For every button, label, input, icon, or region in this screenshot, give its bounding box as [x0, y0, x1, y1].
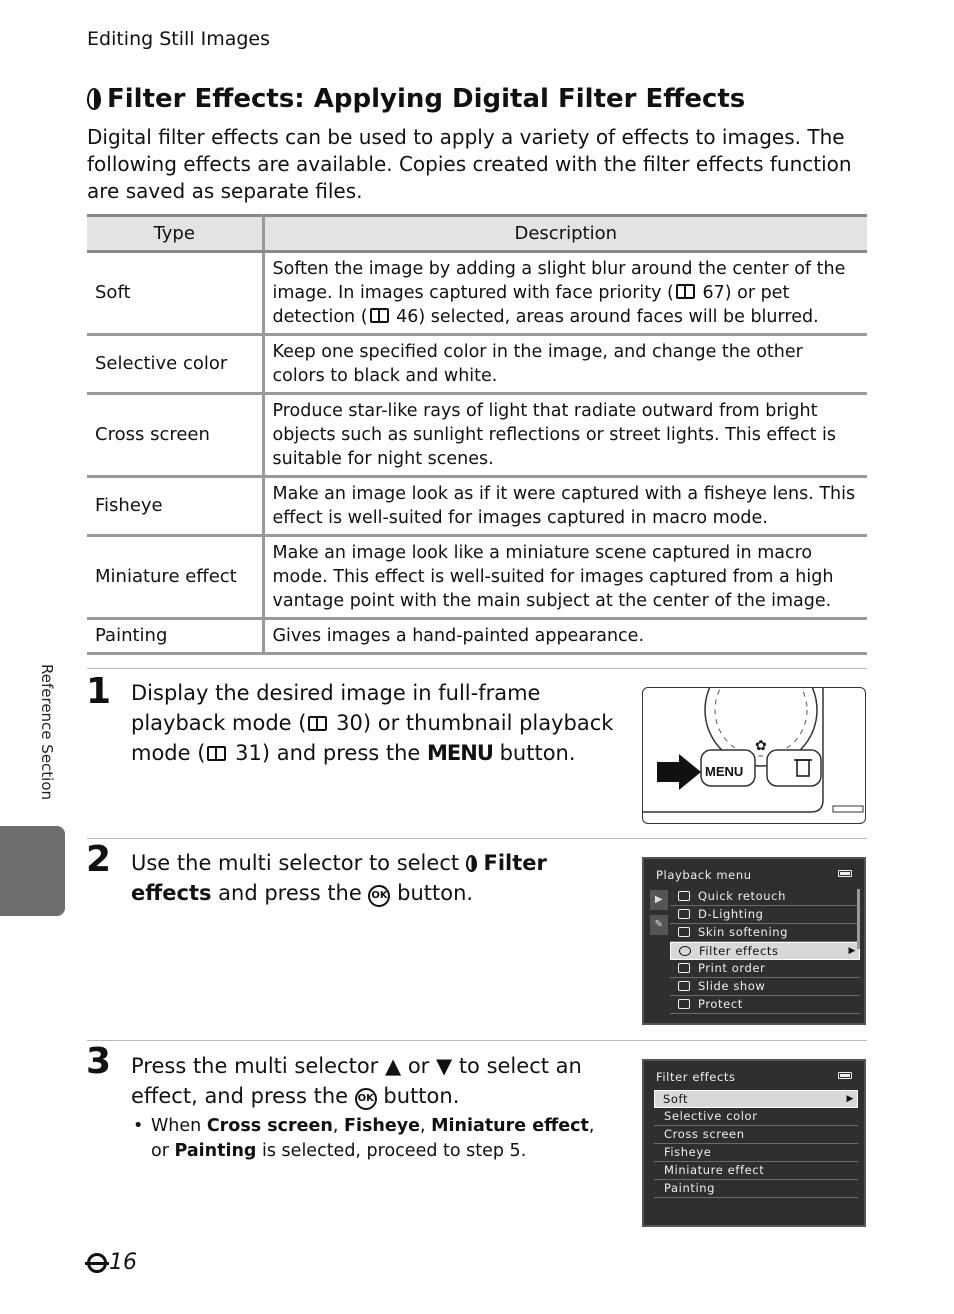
option-label: Selective color: [664, 1109, 758, 1123]
filter-effects-screen: [642, 1059, 866, 1227]
note-text: When: [151, 1116, 207, 1136]
step-number: 2: [86, 839, 112, 880]
menu-list: [670, 888, 860, 1014]
step-3-text: [131, 1051, 611, 1111]
step-text-part: to select an effect, and press the: [131, 1054, 582, 1108]
effect-option-cross-screen[interactable]: [654, 1126, 858, 1144]
down-arrow-icon: ▼: [435, 1054, 453, 1078]
step-divider: [87, 838, 867, 839]
playback-menu-screen: [642, 857, 866, 1025]
note-text: is selected, proceed to step 5.: [256, 1141, 527, 1161]
menu-item-protect[interactable]: [670, 996, 860, 1014]
filter-effects-icon: [87, 88, 101, 110]
step-text-part: and press the: [211, 881, 369, 905]
step-text-part: Use the multi selector to select: [131, 851, 466, 875]
menu-item-quick-retouch[interactable]: [670, 888, 860, 906]
menu-item-d-lighting[interactable]: [670, 906, 860, 924]
step-number: 3: [86, 1041, 112, 1082]
table-row: [87, 477, 867, 536]
print-order-icon: [678, 963, 690, 973]
table-cell-type: Painting: [87, 619, 263, 654]
page-ref-icon: [207, 746, 226, 761]
menu-item-label: Protect: [698, 997, 743, 1011]
menu-item-ref: Filter effects: [131, 851, 547, 905]
bullet-icon: •: [133, 1116, 144, 1136]
ok-button-icon: OK: [355, 1088, 377, 1110]
menu-button-icon: MENU: [427, 741, 493, 765]
menu-item-slide-show[interactable]: [670, 978, 860, 996]
protect-key-icon: [678, 999, 690, 1009]
effect-option-fisheye[interactable]: [654, 1144, 858, 1162]
menu-item-label: Quick retouch: [698, 889, 786, 903]
submenu-arrow-icon: ▶: [848, 946, 856, 956]
step-2-text: [131, 848, 621, 908]
ok-button-icon: OK: [368, 885, 390, 907]
camera-back-drawing: [643, 688, 866, 824]
table-cell-description: Produce star-like rays of light that radiate outward from bright objects such as sunlight reflections or street lights. This effect is suitable for night scenes.: [263, 394, 867, 477]
effect-option-miniature[interactable]: [654, 1162, 858, 1180]
step-text-part: or: [401, 1054, 436, 1078]
filter-effects-icon: [466, 855, 477, 872]
note-text: ,: [332, 1116, 345, 1136]
page-title: [87, 84, 745, 114]
effect-option-painting[interactable]: [654, 1180, 858, 1198]
menu-item-label: Filter effects: [699, 944, 779, 958]
menu-item-filter-effects[interactable]: [670, 942, 860, 960]
step-text-part: Display the desired image in full-frame playback mode (: [131, 681, 541, 735]
effect-option-soft[interactable]: [654, 1090, 858, 1108]
table-row: [87, 252, 867, 335]
table-cell-type: Fisheye: [87, 477, 263, 536]
section-tab: [0, 826, 65, 916]
table-cell-description: Make an image look like a miniature scene captured in macro mode. This effect is well-suited for images captured from a high vantage point with the main subject at the center of the image.: [263, 536, 867, 619]
option-label: Fisheye: [664, 1145, 712, 1159]
skin-softening-icon: [678, 927, 690, 937]
step-divider: [87, 668, 867, 669]
menu-item-label: Skin softening: [698, 925, 789, 939]
step-text-part: button.: [492, 741, 576, 765]
playback-tab-icon: ▶: [650, 890, 668, 910]
menu-item-skin-softening[interactable]: [670, 924, 860, 942]
option-label: Miniature effect: [664, 1163, 765, 1177]
step-number: 1: [86, 671, 112, 712]
table-cell-type: Selective color: [87, 335, 263, 394]
note-bold: Cross screen: [206, 1116, 333, 1136]
page-number-text: 16: [109, 1250, 137, 1275]
scrollbar[interactable]: [857, 889, 860, 949]
battery-icon: [838, 1072, 852, 1079]
page-ref-icon: [308, 716, 327, 731]
table-header-description: Description: [263, 216, 867, 252]
table-header-type: Type: [87, 216, 263, 252]
note-bold: Miniature effect: [431, 1116, 589, 1136]
table-cell-type: Cross screen: [87, 394, 263, 477]
page-number: [87, 1250, 137, 1275]
step-text-part: ) and press the: [261, 741, 428, 765]
intro-paragraph: Digital filter effects can be used to apply a variety of effects to images. The following effects are available. Copies created with the filter effects function are saved as separate files.: [87, 125, 852, 203]
note-text: ,: [420, 1116, 432, 1136]
camera-illustration: [642, 687, 866, 824]
running-header: Editing Still Images: [87, 28, 271, 50]
filter-effects-icon: [679, 946, 691, 956]
option-label: Cross screen: [664, 1127, 745, 1141]
page-ref-icon: [676, 284, 695, 299]
quick-retouch-icon: [678, 891, 690, 901]
table-cell-description: Gives images a hand-painted appearance.: [263, 619, 867, 654]
step-1-text: [131, 678, 621, 768]
option-label: Soft: [663, 1092, 689, 1106]
page-ref: 30: [336, 711, 363, 735]
table-row: [87, 394, 867, 477]
camera-menu-button-label: MENU: [705, 764, 744, 779]
table-cell-type: Soft: [87, 252, 263, 335]
submenu-arrow-icon: ▶: [846, 1094, 854, 1104]
table-row: [87, 536, 867, 619]
desc-text: Soften the image by adding a slight blur around the center of the image. In images captured with face priority (: [272, 259, 846, 303]
table-row: [87, 619, 867, 654]
effect-list: [654, 1090, 858, 1198]
table-cell-type: Miniature effect: [87, 536, 263, 619]
d-lighting-icon: [678, 909, 690, 919]
effects-table: [87, 214, 867, 655]
step-divider: [87, 1040, 867, 1041]
screen-title: Filter effects: [656, 1070, 736, 1084]
table-header-row: [87, 216, 867, 252]
up-arrow-icon: ▲: [384, 1054, 402, 1078]
page-ref: 46: [396, 307, 419, 327]
reference-section-icon: [87, 1253, 107, 1273]
svg-text:✿: ✿: [755, 738, 767, 754]
section-side-label: Reference Section: [38, 664, 56, 801]
step-text-part: button.: [390, 881, 474, 905]
table-cell-description: Make an image look as if it were captured with a fisheye lens. This effect is well-suited for images captured in macro mode.: [263, 477, 867, 536]
page-ref-icon: [370, 308, 389, 323]
menu-item-label: Print order: [698, 961, 766, 975]
page-ref: 67: [702, 283, 725, 303]
desc-text: ) selected, areas around faces will be blurred.: [418, 307, 819, 327]
menu-item-label: Slide show: [698, 979, 766, 993]
desc-text: ) or pet detection (: [272, 283, 790, 327]
screen-title: Playback menu: [656, 868, 752, 882]
note-text: , or: [151, 1116, 595, 1161]
note-bold: Painting: [174, 1141, 257, 1161]
page-ref: 31: [235, 741, 262, 765]
effect-option-selective-color[interactable]: [654, 1108, 858, 1126]
step-text-part: button.: [376, 1084, 460, 1108]
table-cell-description: Keep one specified color in the image, and change the other colors to black and white.: [263, 335, 867, 394]
setup-tab-icon: ✎: [650, 915, 668, 935]
page-title-text: Filter Effects: Applying Digital Filter Effects: [107, 84, 746, 114]
step-text-part: ) or thumbnail playback mode (: [131, 711, 614, 765]
step-3-note: [133, 1114, 603, 1164]
menu-item-label: D-Lighting: [698, 907, 764, 921]
table-cell-description: [263, 252, 867, 335]
note-bold: Fisheye: [344, 1116, 420, 1136]
option-label: Painting: [664, 1181, 716, 1195]
table-row: [87, 335, 867, 394]
battery-icon: [838, 870, 852, 877]
menu-item-print-order[interactable]: [670, 960, 860, 978]
slide-show-icon: [678, 981, 690, 991]
step-text-part: Press the multi selector: [131, 1054, 385, 1078]
